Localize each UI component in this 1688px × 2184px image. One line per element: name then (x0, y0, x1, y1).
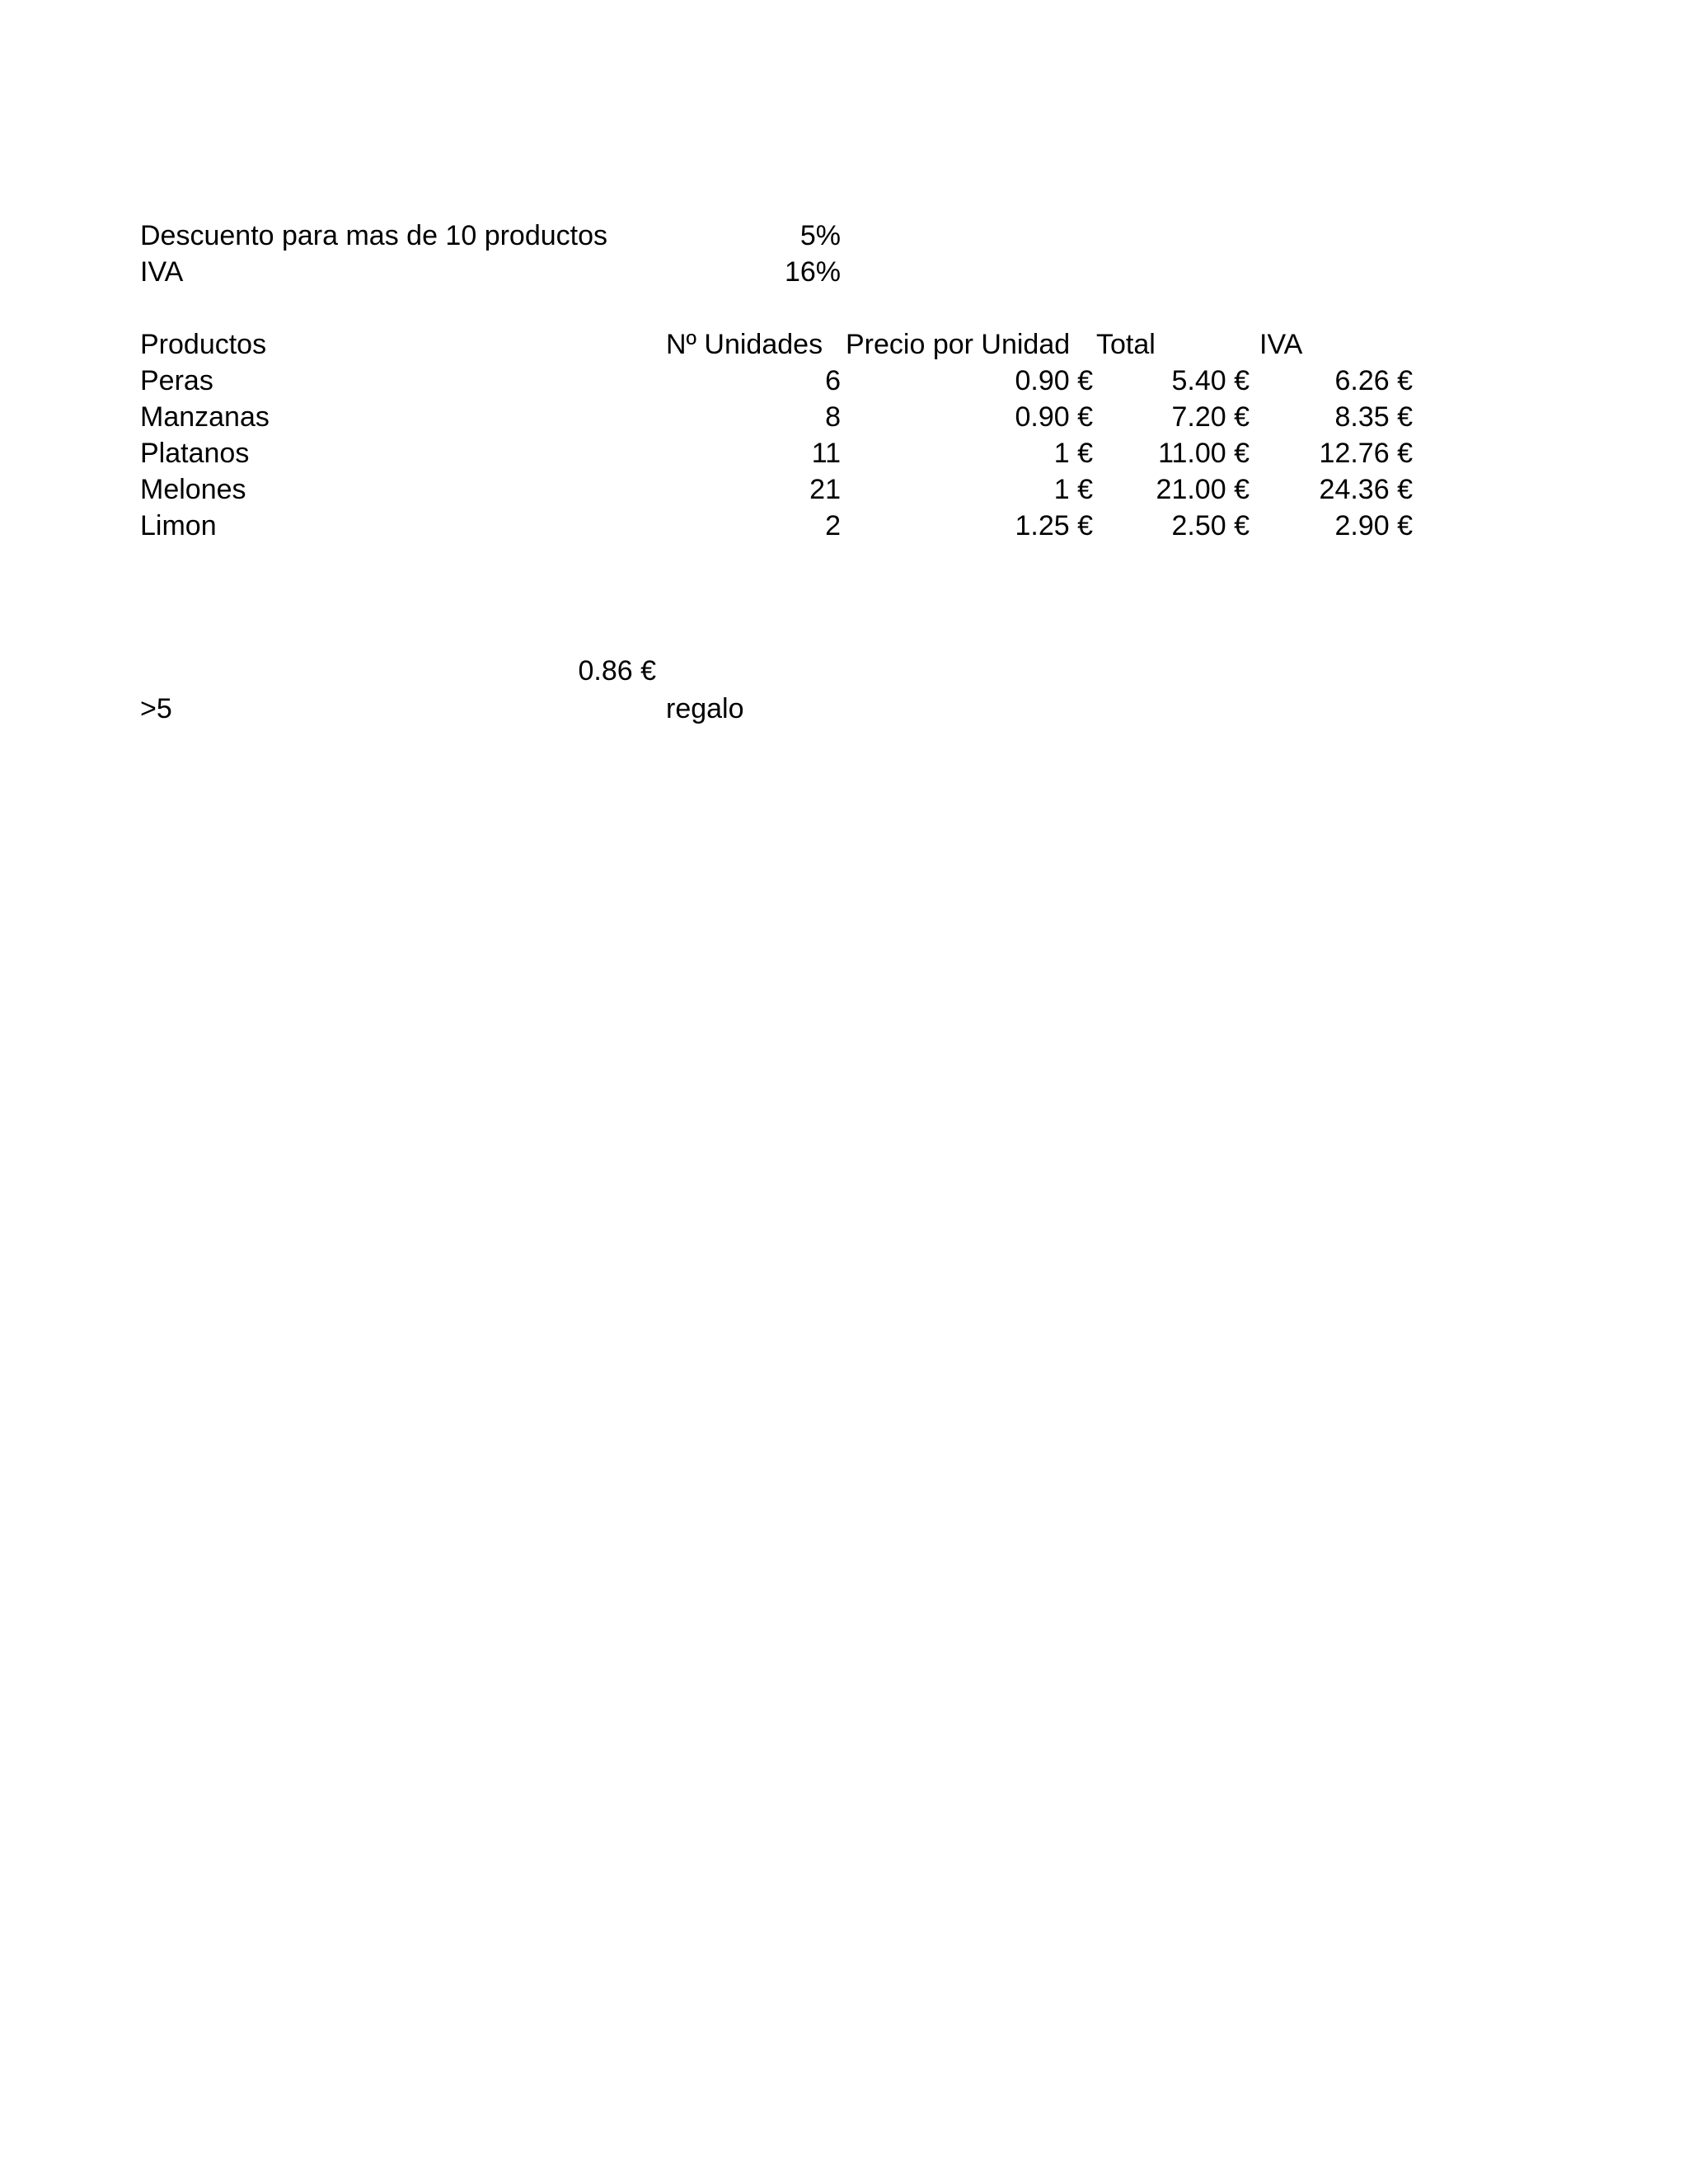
row-total: 5.40 € (1171, 365, 1250, 396)
extra-amount: 0.86 € (578, 655, 656, 687)
row-iva: 12.76 € (1319, 438, 1413, 469)
row-product: Peras (140, 365, 213, 396)
row-unit-price: 0.90 € (1015, 365, 1093, 396)
row-product: Melones (140, 474, 246, 505)
row-iva: 24.36 € (1319, 474, 1413, 505)
row-total: 2.50 € (1171, 510, 1250, 541)
row-units: 6 (825, 365, 841, 396)
row-iva: 6.26 € (1334, 365, 1413, 396)
header-products: Productos (140, 329, 267, 360)
extra-result: regalo (666, 693, 744, 724)
row-units: 11 (811, 438, 841, 469)
row-total: 11.00 € (1158, 438, 1250, 469)
row-total: 21.00 € (1156, 474, 1250, 505)
row-iva: 8.35 € (1334, 401, 1413, 433)
row-product: Manzanas (140, 401, 270, 433)
row-units: 8 (825, 401, 841, 433)
row-unit-price: 1 € (1053, 474, 1093, 505)
row-units: 2 (825, 510, 841, 541)
extra-condition: >5 (140, 693, 172, 724)
row-iva: 2.90 € (1334, 510, 1413, 541)
header-total: Total (1096, 329, 1156, 360)
header-unit-price: Precio por Unidad (846, 329, 1071, 360)
row-total: 7.20 € (1171, 401, 1250, 433)
row-unit-price: 1.25 € (1015, 510, 1093, 541)
row-unit-price: 0.90 € (1015, 401, 1093, 433)
row-unit-price: 1 € (1053, 438, 1093, 469)
row-product: Limon (140, 510, 217, 541)
discount-label: Descuento para mas de 10 productos (140, 220, 608, 251)
header-iva: IVA (1259, 329, 1303, 360)
iva-label: IVA (140, 256, 184, 288)
header-units: Nº Unidades (666, 329, 823, 360)
row-units: 21 (809, 474, 841, 505)
discount-value: 5% (799, 220, 841, 251)
iva-value: 16% (784, 256, 841, 288)
row-product: Platanos (140, 438, 250, 469)
